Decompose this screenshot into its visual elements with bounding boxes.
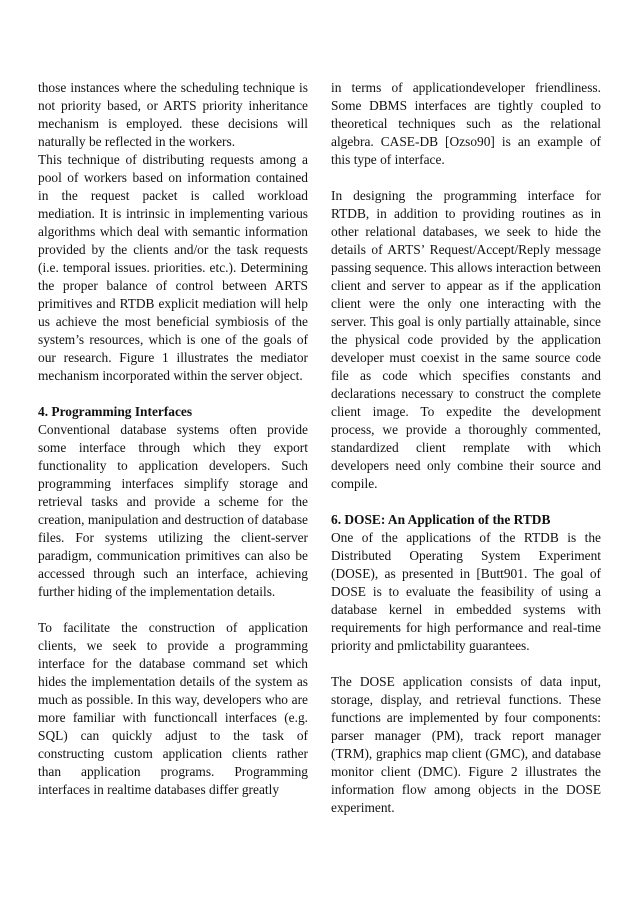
spacer xyxy=(331,493,601,511)
section-heading: 4. Programming Interfaces xyxy=(38,404,193,419)
left-column xyxy=(38,79,308,799)
paragraph: One of the applications of the RTDB is the Distributed Operating System Experiment (DOSE), as presented in [Butt901. The goal of DOSE is to evaluate the feasibility of using a database kernel in embedded systems with requirements for high performance and real-time priority and pmlictability guarantees. xyxy=(331,530,601,653)
section-heading: 6. DOSE: An Application of the RTDB xyxy=(331,512,551,527)
spacer xyxy=(331,655,601,673)
right-column xyxy=(331,79,601,817)
paragraph: To facilitate the construction of application clients, we seek to provide a programming interface for the database command set which hides the implementation details of the system as much as possible. In this way, developers who are more familiar with functioncall interfaces (e.g. SQL) can quickly adjust to the task of constructing custom application clients rather than application programs. Programming interfaces in realtime databases differ greatly xyxy=(38,620,308,797)
paragraph: The DOSE application consists of data input, storage, display, and retrieval functions. These functions are implemented by four components: parser manager (PM), track report manager (TRM), graphics map client (GMC), and database monitor client (DMC). Figure 2 illustrates the information flow among objects in the DOSE experiment. xyxy=(331,674,601,815)
paragraph: Conventional database systems often provide some interface through which they export functionality to application developers. Such programming interfaces simplify storage and retrieval tasks and provide a scheme for the creation, manipulation and destruction of database files. For systems utilizing the client-server paradigm, communication primitives can also be accessed through such an interface, achieving further hiding of the implementation details. xyxy=(38,422,308,599)
paragraph: In designing the programming interface for RTDB, in addition to providing routines as in other relational databases, we seek to hide the details of ARTS’ Request/Accept/Reply message passing sequence. This allows interaction between client and server to appear as if the application client were the only one interacting with the server. This goal is only partially attainable, since the physical code provided by the application developer must coexist in the same source code file as code which specifies constants and declarations necessary to construct the complete client image. To expedite the development process, we provide a thoroughly commented, standardized client remplate with which developers need only combine their source and compile. xyxy=(331,188,601,491)
spacer xyxy=(38,601,308,619)
spacer xyxy=(38,385,308,403)
paragraph: those instances where the scheduling technique is not priority based, or ARTS priority inheritance mechanism is employed. these decisions will naturally be reflected in the workers. xyxy=(38,80,308,149)
paragraph: This technique of distributing requests among a pool of workers based on information contained in the request packet is called workload mediation. It is intrinsic in implementing various algorithms which deal with semantic information provided by the clients and/or the task requests (i.e. temporal issues. priorities. etc.). Determining the proper balance of control between ARTS primitives and RTDB explicit mediation will help us achieve the most beneficial symbiosis of the system’s resources, which is one of the goals of our research. Figure 1 illustrates the mediator mechanism incorporated within the server object. xyxy=(38,152,308,383)
spacer xyxy=(331,169,601,187)
paragraph: in terms of applicationdeveloper friendliness. Some DBMS interfaces are tightly coupled to theoretical techniques such as the relational algebra. CASE-DB [Ozso90] is an example of this type of interface. xyxy=(331,80,601,167)
